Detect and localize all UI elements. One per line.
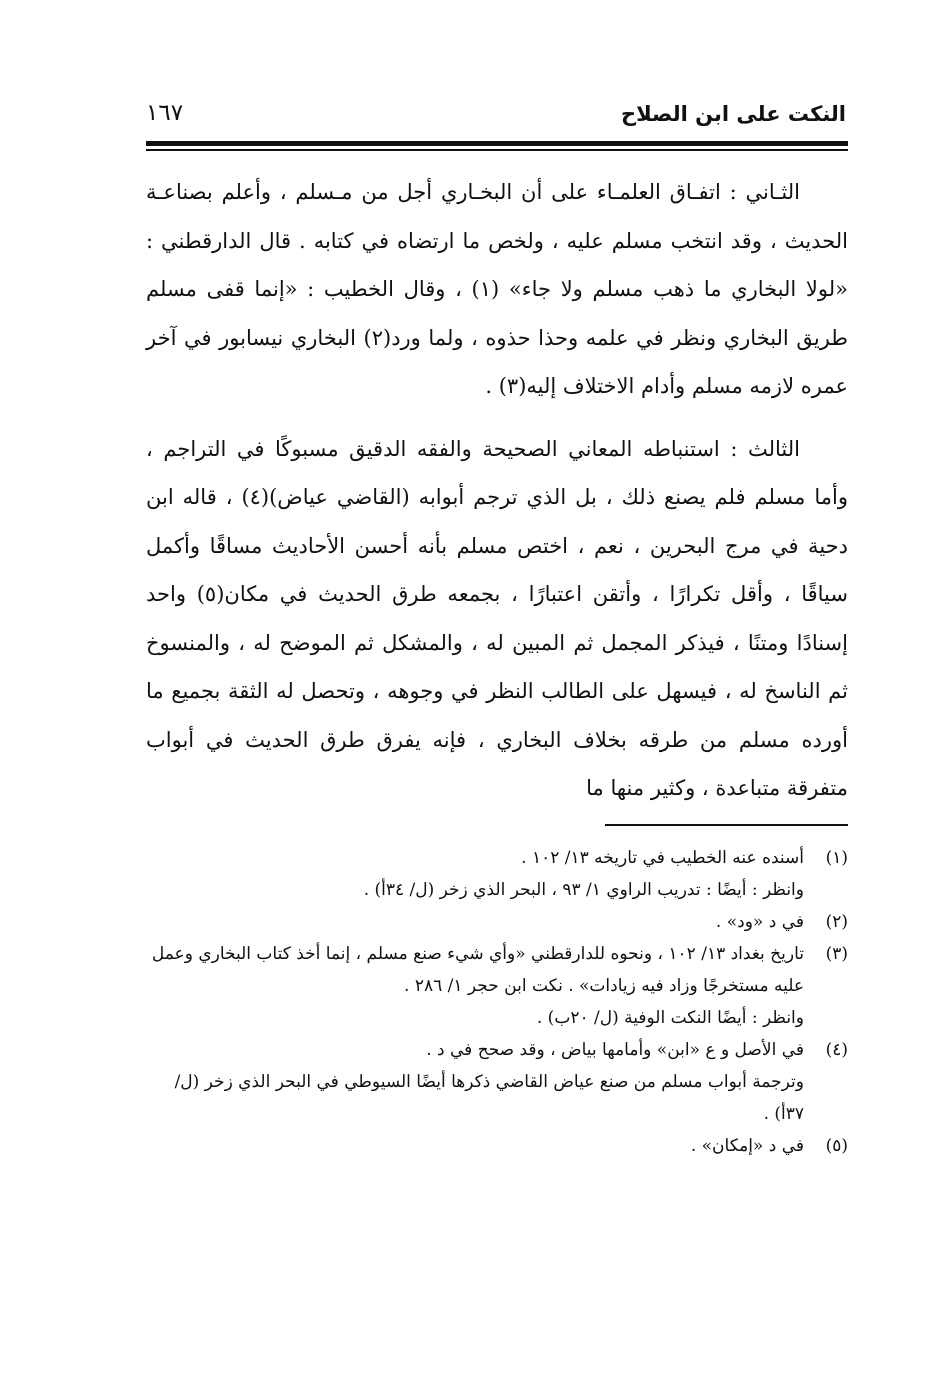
running-header <box>146 92 846 136</box>
paragraph-second-point: الثـاني : اتفـاق العلمـاء على أن البخـاري أجل من مـسلم ، وأعلم بصناعـة الحديث ، وقد انتخب مسلم عليه ، ولخص ما ارتضاه في كتابه . قال الدارقطني : «لولا البخاري ما ذهب مسلم ولا جاء» (١) ، وقال الخطيب : «إنما قفى مسلم طريق البخاري ونظر في علمه وحذا حذوه ، ولما ورد(٢) البخاري نيسابور في آخر عمره لازمه مسلم وأدام الاختلاف إليه(٣) . <box>146 180 849 398</box>
footnote-separator <box>605 824 848 826</box>
footnotes <box>146 842 848 1162</box>
footnote-1 <box>146 842 848 874</box>
footnote-3-continuation: وانظر : أيضًا النكت الوفية (ل/ ٢٠ب) . <box>536 1008 804 1028</box>
page-number: ١٦٧ <box>146 100 184 126</box>
footnote-1-continuation: وانظر : أيضًا : تدريب الراوي ١/ ٩٣ ، البحر الذي زخر (ل/ ٣٤أ) . <box>363 880 804 900</box>
header-rule-thick <box>146 141 848 146</box>
footnote-text: أسنده عنه الخطيب في تاريخه ١٣/ ١٠٢ . <box>521 848 804 868</box>
footnote-4-continuation: وترجمة أبواب مسلم من صنع عياض القاضي ذكرها أيضًا السيوطي في البحر الذي زخر (ل/ ٣٧أ) . <box>174 1072 804 1124</box>
footnote-text: في الأصل و ع «ابن» وأمامها بياض ، وقد صحح في د . <box>426 1040 804 1060</box>
footnote-text: في د «ود» . <box>715 912 804 932</box>
footnote-marker: (٥) <box>825 1136 848 1156</box>
main-text <box>146 168 848 813</box>
footnote-text: تاريخ بغداد ١٣/ ١٠٢ ، ونحوه للدارقطني «وأي شيء صنع مسلم ، إنما أخذ كتاب البخاري وعمل عليه مستخرجًا وزاد فيه زيادات» . نكت ابن حجر ١/ ٢٨٦ . <box>151 944 804 996</box>
header-rule-thin <box>146 149 848 151</box>
footnote-marker: (٢) <box>825 912 848 932</box>
footnote-marker: (١) <box>825 848 848 868</box>
paragraph-third-point: الثالث : استنباطه المعاني الصحيحة والفقه الدقيق مسبوكًا في التراجم ، وأما مسلم فلم يصنع ذلك ، بل الذي ترجم أبوابه (القاضي عياض)(٤) ، قاله ابن دحية في مرج البحرين ، نعم ، اختص مسلم بأنه أحسن الأحاديث مساقًا وأكمل سياقًا ، وأقل تكرارًا ، وأتقن اعتبارًا ، بجمعه طرق الحديث في مكان(٥) واحد إسنادًا ومتنًا ، فيذكر المجمل ثم المبين له ، والمشكل ثم الموضح له ، والمنسوخ ثم الناسخ له ، فيسهل على الطالب النظر في وجوهه ، وتحصل له الثقة بجميع ما أورده مسلم من طرقه بخلاف البخاري ، فإنه يفرق طرق الحديث في أبواب متفرقة متباعدة ، وكثير منها ما <box>146 436 848 800</box>
footnote-4 <box>146 1034 848 1066</box>
footnote-2 <box>146 906 848 938</box>
footnote-text: في د «إمكان» . <box>690 1136 804 1156</box>
footnote-3 <box>146 938 848 1002</box>
footnote-5 <box>146 1130 848 1162</box>
footnote-marker: (٤) <box>825 1040 848 1060</box>
footnote-marker: (٣) <box>825 944 848 964</box>
running-title: النكت على ابن الصلاح <box>620 102 846 126</box>
